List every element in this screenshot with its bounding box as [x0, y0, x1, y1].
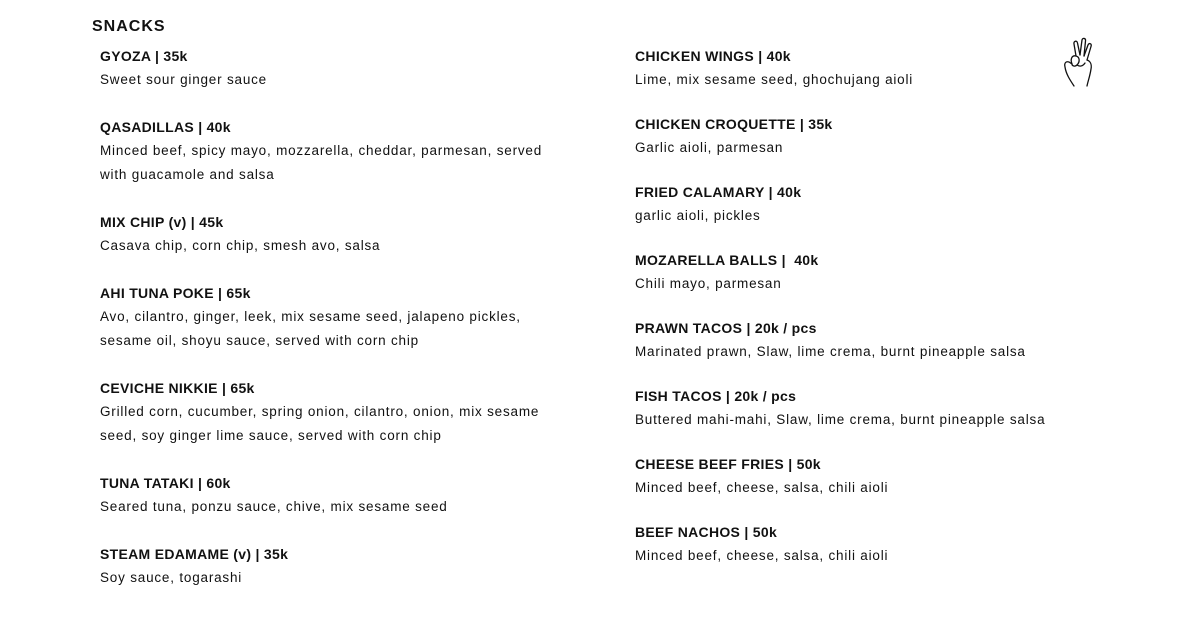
ok-hand-icon [1060, 36, 1096, 88]
menu-item-description: Casava chip, corn chip, smesh avo, salsa [100, 238, 381, 253]
menu-item-description: Lime, mix sesame seed, ghochujang aioli [635, 72, 914, 87]
menu-item [100, 117, 570, 187]
menu-item-title: TUNA TATAKI | 60k [100, 475, 231, 491]
section-title: SNACKS [92, 18, 166, 35]
menu-item-description: Minced beef, spicy mayo, mozzarella, cheddar, parmesan, served with guacamole and salsa [100, 143, 543, 182]
menu-item [100, 212, 570, 258]
menu-item [635, 318, 1105, 364]
menu-item-description: Avo, cilantro, ginger, leek, mix sesame seed, jalapeno pickles, sesame oil, shoyu sauce, served with corn chip [100, 309, 521, 348]
menu-item-description: Marinated prawn, Slaw, lime crema, burnt pineapple salsa [635, 344, 1026, 359]
menu-item-title: PRAWN TACOS | 20k / pcs [635, 320, 817, 336]
menu-item [635, 182, 1105, 228]
menu-item [635, 46, 1105, 92]
menu-item-title: BEEF NACHOS | 50k [635, 524, 778, 540]
menu-item-description: Grilled corn, cucumber, spring onion, cilantro, onion, mix sesame seed, soy ginger lime sauce, served with corn chip [100, 404, 540, 443]
menu-item-description: Chili mayo, parmesan [635, 276, 782, 291]
menu-item-description: Minced beef, cheese, salsa, chili aioli [635, 548, 889, 563]
menu-item-description: Sweet sour ginger sauce [100, 72, 267, 87]
menu-item-title: FRIED CALAMARY | 40k [635, 184, 802, 200]
menu-item-description: Garlic aioli, parmesan [635, 140, 784, 155]
menu-item-title: STEAM EDAMAME (v) | 35k [100, 546, 289, 562]
menu-item-title: GYOZA | 35k [100, 48, 188, 64]
menu-item-description: Buttered mahi-mahi, Slaw, lime crema, burnt pineapple salsa [635, 412, 1046, 427]
menu-item-title: FISH TACOS | 20k / pcs [635, 388, 797, 404]
menu-item [635, 522, 1105, 568]
menu-item [635, 114, 1105, 160]
menu-item-title: AHI TUNA POKE | 65k [100, 285, 251, 301]
menu-item [100, 473, 570, 519]
menu-item-title: MOZARELLA BALLS | 40k [635, 252, 819, 268]
menu-item [635, 454, 1105, 500]
menu-column-right [635, 46, 1105, 590]
menu-item-title: CHICKEN CROQUETTE | 35k [635, 116, 833, 132]
menu-item-title: MIX CHIP (v) | 45k [100, 214, 224, 230]
menu-item [100, 283, 570, 353]
menu-item-title: QASADILLAS | 40k [100, 119, 231, 135]
menu-item [635, 250, 1105, 296]
menu-item [100, 378, 570, 448]
menu-item [100, 46, 570, 92]
menu-item-title: CEVICHE NIKKIE | 65k [100, 380, 255, 396]
menu-item-description: Seared tuna, ponzu sauce, chive, mix sesame seed [100, 499, 448, 514]
menu-item-title: CHICKEN WINGS | 40k [635, 48, 791, 64]
menu-item-title: CHEESE BEEF FRIES | 50k [635, 456, 821, 472]
menu-item-description: garlic aioli, pickles [635, 208, 761, 223]
menu-column-left [100, 46, 570, 615]
menu-item [100, 544, 570, 590]
menu-item-description: Soy sauce, togarashi [100, 570, 243, 585]
menu-item [635, 386, 1105, 432]
menu-item-description: Minced beef, cheese, salsa, chili aioli [635, 480, 889, 495]
